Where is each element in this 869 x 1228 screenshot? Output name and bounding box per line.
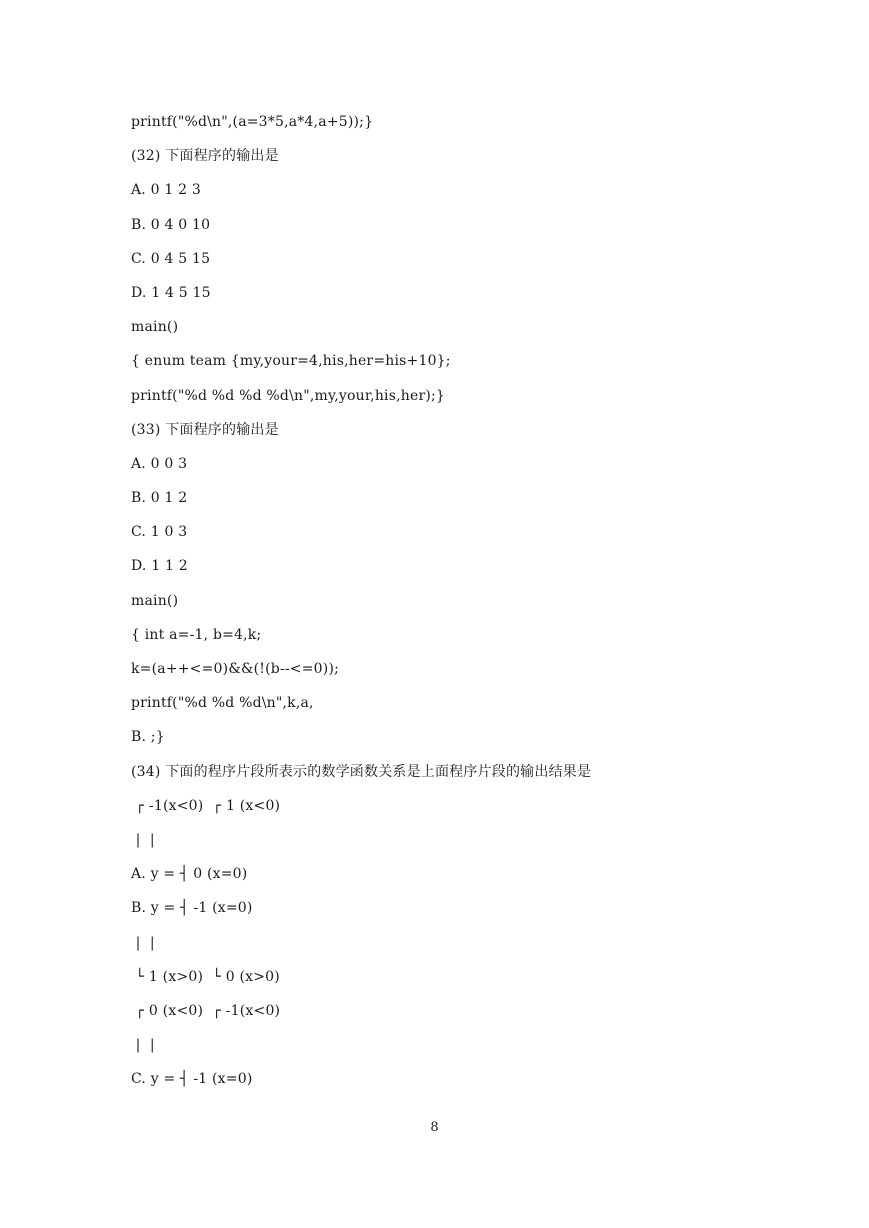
function-line: └ 1 (x>0) └ 0 (x>0) xyxy=(131,968,280,985)
code-line: { enum team {my,your=4,his,her=his+10}; xyxy=(131,353,451,370)
option-line: C. 1 0 3 xyxy=(131,524,188,541)
code-line: printf("%d %d %d %d\n",my,your,his,her);} xyxy=(131,387,446,404)
code-line: printf("%d %d %d\n",k,a, xyxy=(131,695,314,712)
question-heading: (34) 下面的程序片段所表示的数学函数关系是上面程序片段的输出结果是 xyxy=(131,763,592,780)
document-body xyxy=(131,112,751,1103)
question-heading: (33) 下面程序的输出是 xyxy=(131,421,279,438)
code-line: main() xyxy=(131,592,179,609)
page-number: 8 xyxy=(430,1120,439,1135)
option-line: B. 0 4 0 10 xyxy=(131,216,211,233)
function-line: | | xyxy=(131,934,155,951)
code-line: k=(a++<=0)&&(!(b--<=0)); xyxy=(131,661,340,677)
function-line: ┌ 0 (x<0) ┌ -1(x<0) xyxy=(131,1002,281,1019)
option-line: D. 1 4 5 15 xyxy=(131,284,211,301)
option-line: C. y = ┤ -1 (x=0) xyxy=(131,1071,253,1088)
option-line: B. 0 1 2 xyxy=(131,490,188,507)
question-heading: (32) 下面程序的输出是 xyxy=(131,148,279,165)
code-line: main() xyxy=(131,319,179,336)
option-line: B. y = ┤ -1 (x=0) xyxy=(131,900,253,917)
option-line: C. 0 4 5 15 xyxy=(131,250,211,267)
code-line: { int a=-1, b=4,k; xyxy=(131,626,262,643)
text-line: B. ;} xyxy=(131,729,165,746)
option-line: D. 1 1 2 xyxy=(131,558,188,575)
function-line: | | xyxy=(131,1037,155,1054)
option-line: A. 0 1 2 3 xyxy=(131,182,201,199)
option-line: A. 0 0 3 xyxy=(131,455,188,472)
function-line: | | xyxy=(131,831,155,848)
option-line: A. y = ┤ 0 (x=0) xyxy=(131,866,248,883)
text-line: printf("%d\n",(a=3*5,a*4,a+5));} xyxy=(131,114,374,130)
function-line: ┌ -1(x<0) ┌ 1 (x<0) xyxy=(131,797,281,814)
